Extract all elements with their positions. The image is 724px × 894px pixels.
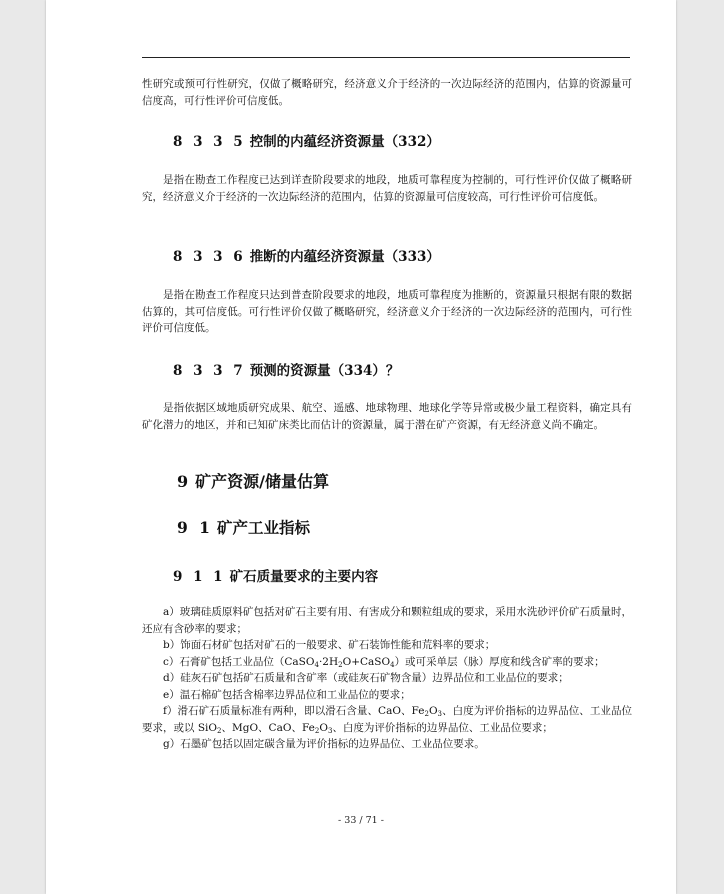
- requirements-list: [142, 604, 632, 753]
- paragraph-8335: 是指在勘查工作程度已达到详查阶段要求的地段，地质可靠程度为控制的，可行性评价仅做了概略研究，经济意义介于经济的一次边际经济的范围内，估算的资源量可信度较高，可行性评价可信度低。: [142, 174, 632, 203]
- section-title: 推断的内蕴经济资源量（333）: [249, 249, 440, 265]
- chapter-number: 9: [177, 472, 192, 491]
- heading-91: [142, 516, 632, 538]
- section-title: 矿产工业指标: [216, 518, 310, 537]
- list-item-b: b）饰面石材矿包括对矿石的一般要求、矿石装饰性能和荒料率的要求；: [163, 639, 496, 651]
- section-number: 9 1: [177, 518, 213, 537]
- list-item-a: a）玻璃硅质原料矿包括对矿石主要有用、有害成分和颗粒组成的要求，采用水洗砂评价矿石质量时，还应有含砂率的要求；: [142, 606, 632, 635]
- heading-8335: [142, 130, 632, 150]
- section-number: 8 3 3 7: [173, 363, 246, 379]
- list-item-e: e）温石棉矿包括含棉率边界品位和工业品位的要求；: [163, 688, 411, 701]
- header-rule: [142, 57, 630, 58]
- section-number: 8 3 3 6: [173, 249, 246, 265]
- section-number: 8 3 3 5: [173, 134, 246, 150]
- section-title: 预测的资源量（334）？: [249, 363, 400, 379]
- document-page: [46, 0, 676, 894]
- section-title: 控制的内蕴经济资源量（332）: [249, 134, 440, 150]
- paragraph-8337: 是指依据区域地质研究成果、航空、遥感、地球物理、地球化学等异常或极少量工程资料，确定具有矿化潜力的地区，并和已知矿床类比而估计的资源量，属于潜在矿产资源，有无经济意义尚不确定。: [142, 402, 632, 431]
- heading-8337: [142, 359, 632, 379]
- list-item-f: f）滑石矿石质量标准有两种，即以滑石含量、CaO、$Fe_2O_3$、白度为评价指标的边界品位、工业品位要求，或以 SiO$_2$、MgO、CaO、$Fe_2O_3$、白度为评价指标的边界品位、工业品位要求；: [142, 705, 632, 735]
- heading-911: [142, 565, 632, 585]
- section-number: 9 1 1: [173, 569, 226, 585]
- chapter-title: 矿产资源/储量估算: [195, 472, 329, 491]
- page-number: - 33 / 71 -: [338, 815, 384, 826]
- list-item-d: d）硅灰石矿包括矿石质量和含矿率（或硅灰石矿物含量）边界品位和工业品位的要求；: [163, 672, 569, 684]
- chapter-9-heading: [142, 469, 632, 492]
- list-item-g: g）石墨矿包括以固定碳含量为评价指标的边界品位、工业品位要求。: [163, 738, 485, 750]
- heading-8336: [142, 245, 632, 265]
- list-item-c: c）石膏矿包括工业品位$(CaSO_4\cdot 2H_2O+CaSO_4)$或可采单层（脉）厚度和线含矿率的要求；: [163, 655, 605, 669]
- paragraph-8336: 是指在勘查工作程度只达到普查阶段要求的地段，地质可靠程度为推断的，资源量只根据有限的数据估算的，其可信度低。可行性评价仅做了概略研究，经济意义介于经济的一次边际经济的范围内，可行性评价可信度低。: [142, 289, 632, 334]
- intro-paragraph: 性研究或预可行性研究，仅做了概略研究，经济意义介于经济的一次边际经济的范围内，估算的资源量可信度高，可行性评价可信度低。: [142, 78, 632, 107]
- section-title: 矿石质量要求的主要内容: [229, 569, 379, 585]
